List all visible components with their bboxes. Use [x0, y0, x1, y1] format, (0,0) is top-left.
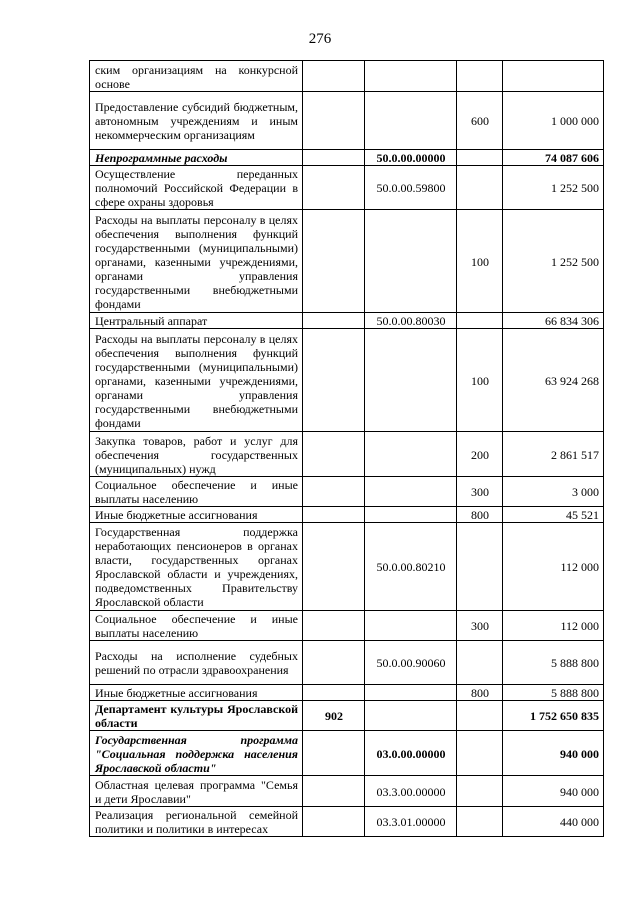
table-row [90, 507, 604, 523]
row-dept-code-cell [303, 685, 365, 701]
table-row [90, 92, 604, 150]
row-name-cell: Государственная поддержка неработающих пенсионеров в органах власти, государственных органах Ярославской области и учреждениях, подведомственных Правительству Ярославской области [90, 523, 303, 611]
table-row [90, 210, 604, 313]
row-amount-cell: 66 834 306 [503, 313, 604, 329]
row-target-article-cell [365, 477, 457, 507]
row-amount-cell: 440 000 [503, 807, 604, 837]
row-target-article-cell [365, 685, 457, 701]
row-name-cell: Реализация региональной семейной политики и политики в интересах [90, 807, 303, 837]
row-target-article-cell [365, 61, 457, 92]
table-row [90, 61, 604, 92]
row-name-cell: Предоставление субсидий бюджетным, автономным учреждениям и иным некоммерческим организациям [90, 92, 303, 150]
table-row [90, 313, 604, 329]
row-name-cell: Областная целевая программа "Семья и дети Ярославии" [90, 776, 303, 807]
table-row [90, 807, 604, 837]
row-name-cell: Иные бюджетные ассигнования [90, 685, 303, 701]
row-name-cell: Департамент культуры Ярославской области [90, 701, 303, 731]
row-target-article-cell [365, 611, 457, 641]
table-row [90, 477, 604, 507]
row-name-cell: Государственная программа "Социальная поддержка населения Ярославской области" [90, 731, 303, 776]
row-target-article-cell: 50.0.00.80210 [365, 523, 457, 611]
row-expense-type-cell [457, 776, 503, 807]
row-expense-type-cell [457, 150, 503, 166]
row-amount-cell: 940 000 [503, 776, 604, 807]
row-dept-code-cell [303, 210, 365, 313]
row-dept-code-cell [303, 731, 365, 776]
row-name-cell: Расходы на выплаты персоналу в целях обеспечения выполнения функций государственными (муниципальными) органами, казенными учреждениями, органами управления государственными внебюджетными фондами [90, 329, 303, 432]
page-number: 276 [308, 31, 332, 47]
row-dept-code-cell [303, 507, 365, 523]
row-amount-cell: 112 000 [503, 523, 604, 611]
row-target-article-cell [365, 92, 457, 150]
row-target-article-cell [365, 507, 457, 523]
row-amount-cell: 5 888 800 [503, 641, 604, 685]
row-name-cell: Иные бюджетные ассигнования [90, 507, 303, 523]
table-row [90, 150, 604, 166]
row-target-article-cell: 03.3.01.00000 [365, 807, 457, 837]
row-target-article-cell: 03.0.00.00000 [365, 731, 457, 776]
row-dept-code-cell [303, 776, 365, 807]
budget-table-body [90, 61, 604, 837]
row-expense-type-cell: 200 [457, 432, 503, 477]
row-amount-cell: 3 000 [503, 477, 604, 507]
row-name-cell: Закупка товаров, работ и услуг для обеспечения государственных (муниципальных) нужд [90, 432, 303, 477]
row-amount-cell: 1 000 000 [503, 92, 604, 150]
row-name-cell: Расходы на выплаты персоналу в целях обеспечения выполнения функций государственными (муниципальными) органами, казенными учреждениями, органами управления государственными внебюджетными фондами [90, 210, 303, 313]
row-name-cell: Непрограммные расходы [90, 150, 303, 166]
row-target-article-cell: 50.0.00.80030 [365, 313, 457, 329]
row-dept-code-cell [303, 432, 365, 477]
row-expense-type-cell: 600 [457, 92, 503, 150]
table-row [90, 641, 604, 685]
row-expense-type-cell [457, 731, 503, 776]
row-dept-code-cell [303, 313, 365, 329]
budget-table [89, 60, 604, 837]
row-target-article-cell [365, 432, 457, 477]
row-expense-type-cell [457, 807, 503, 837]
row-expense-type-cell: 300 [457, 477, 503, 507]
row-target-article-cell: 50.0.00.90060 [365, 641, 457, 685]
row-expense-type-cell: 100 [457, 329, 503, 432]
row-dept-code-cell: 902 [303, 701, 365, 731]
row-dept-code-cell [303, 92, 365, 150]
table-row [90, 166, 604, 210]
table-row [90, 685, 604, 701]
row-amount-cell: 63 924 268 [503, 329, 604, 432]
row-amount-cell: 45 521 [503, 507, 604, 523]
table-row [90, 432, 604, 477]
row-name-cell: Осуществление переданных полномочий Российской Федерации в сфере охраны здоровья [90, 166, 303, 210]
row-expense-type-cell: 800 [457, 685, 503, 701]
table-row [90, 731, 604, 776]
row-dept-code-cell [303, 641, 365, 685]
row-amount-cell: 74 087 606 [503, 150, 604, 166]
row-target-article-cell: 50.0.00.00000 [365, 150, 457, 166]
row-dept-code-cell [303, 611, 365, 641]
row-dept-code-cell [303, 150, 365, 166]
row-dept-code-cell [303, 166, 365, 210]
row-target-article-cell: 03.3.00.00000 [365, 776, 457, 807]
row-amount-cell: 940 000 [503, 731, 604, 776]
row-name-cell: Социальное обеспечение и иные выплаты населению [90, 477, 303, 507]
row-amount-cell: 5 888 800 [503, 685, 604, 701]
row-expense-type-cell: 100 [457, 210, 503, 313]
row-dept-code-cell [303, 329, 365, 432]
row-expense-type-cell [457, 701, 503, 731]
row-dept-code-cell [303, 807, 365, 837]
row-expense-type-cell [457, 313, 503, 329]
row-amount-cell: 1 752 650 835 [503, 701, 604, 731]
table-row [90, 776, 604, 807]
row-amount-cell: 112 000 [503, 611, 604, 641]
row-name-cell: Социальное обеспечение и иные выплаты населению [90, 611, 303, 641]
row-target-article-cell [365, 329, 457, 432]
row-expense-type-cell: 800 [457, 507, 503, 523]
row-name-cell: ским организациям на конкурсной основе [90, 61, 303, 92]
row-expense-type-cell [457, 641, 503, 685]
table-row [90, 329, 604, 432]
row-expense-type-cell [457, 61, 503, 92]
row-amount-cell: 1 252 500 [503, 166, 604, 210]
row-name-cell: Центральный аппарат [90, 313, 303, 329]
row-expense-type-cell [457, 166, 503, 210]
row-dept-code-cell [303, 477, 365, 507]
table-row [90, 701, 604, 731]
row-name-cell: Расходы на исполнение судебных решений по отрасли здравоохранения [90, 641, 303, 685]
row-target-article-cell: 50.0.00.59800 [365, 166, 457, 210]
row-expense-type-cell: 300 [457, 611, 503, 641]
row-dept-code-cell [303, 61, 365, 92]
row-amount-cell: 1 252 500 [503, 210, 604, 313]
row-expense-type-cell [457, 523, 503, 611]
row-amount-cell: 2 861 517 [503, 432, 604, 477]
row-target-article-cell [365, 210, 457, 313]
row-dept-code-cell [303, 523, 365, 611]
table-row [90, 611, 604, 641]
table-row [90, 523, 604, 611]
row-amount-cell [503, 61, 604, 92]
row-target-article-cell [365, 701, 457, 731]
